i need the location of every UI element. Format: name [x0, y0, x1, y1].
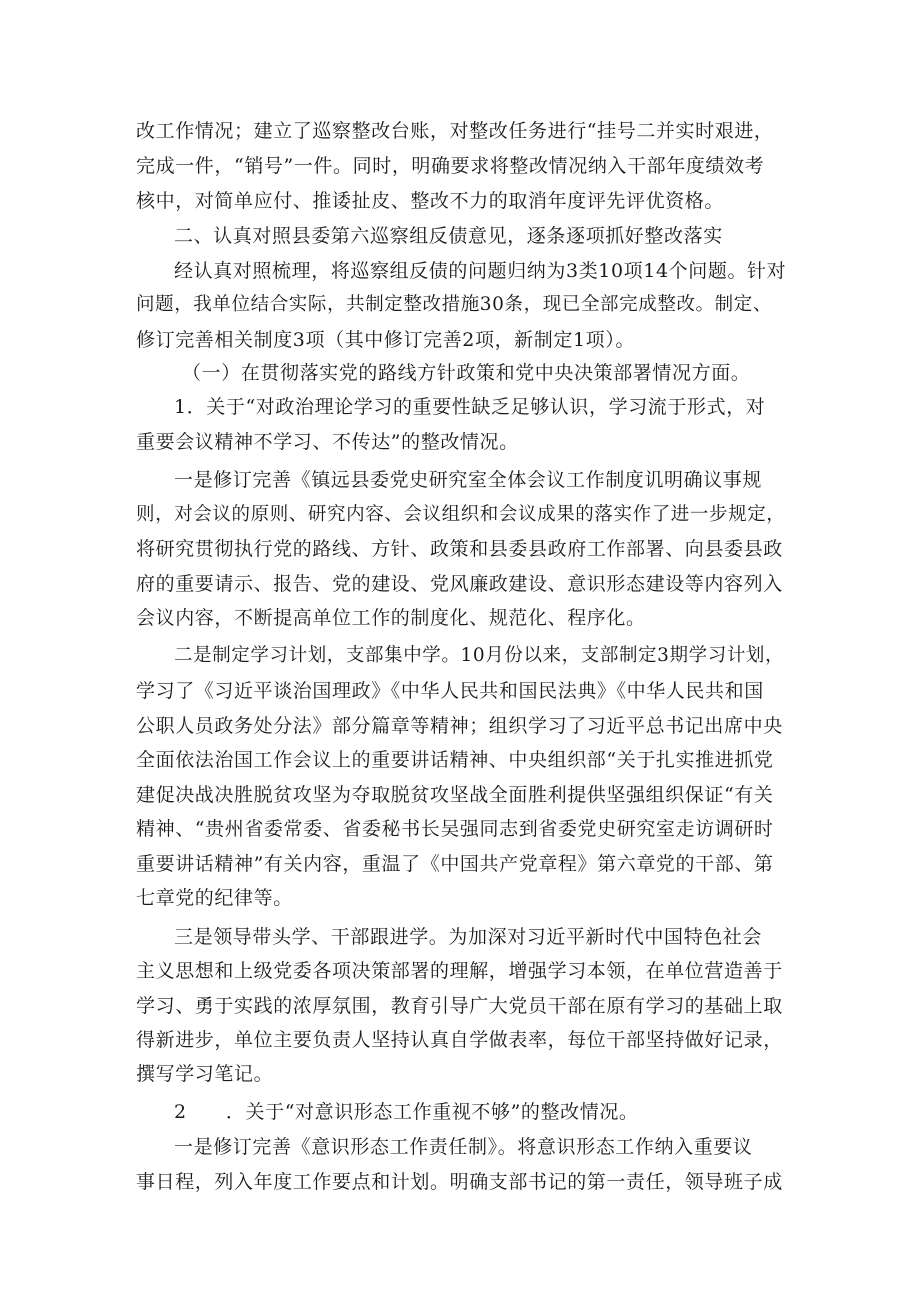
text-line: 三是领导带头学、干部跟进学。为加深对习近平新时代中国特色社会	[174, 926, 763, 948]
text-line: 一是修订完善《镇远县委党史研究室全体会议工作制度讥明确议事规	[174, 469, 763, 491]
text-line: 全面依法治国工作会议上的重要讲话精神、中央组织部“关于扎实推进抓党	[136, 749, 774, 771]
text-line: 重要会议精神不学习、不传达”的整改情况。	[136, 431, 519, 453]
text-line: 得新进步，单位主要负责人坚持认真自学做表率，每位干部坚持做好记录，	[136, 1029, 783, 1051]
text-line: 主义思想和上级党委各项决策部署的理解，增强学习本领，在单位营造善于	[136, 960, 783, 982]
text-line: 精神、“贵州省委常委、省委秘书长吴强同志到省委党史研究室走访调研时	[136, 818, 774, 840]
text-line: 核中，对简单应付、推诿扯皮、整改不力的取消年度评先评优资格。	[136, 190, 725, 212]
text-line: 修订完善相关制度3项（其中修订完善2项，新制定1项）。	[136, 329, 635, 351]
text-line: 经认真对照梳理，将巡察组反债的问题归纳为3类10项14个问题。针对	[174, 260, 786, 282]
section-heading: 二、认真对照县委第六巡察组反债意见，逐条逐项抓好整改落实	[174, 225, 723, 247]
text-line: 府的重要请示、报告、党的建设、党风廉政建设、意识形态建设等内容列入	[136, 573, 783, 595]
text-line: 问题，我单位结合实际，共制定整改措施30条，现已全部完成整改。制定、	[136, 294, 772, 315]
text-line: 改工作情况；建立了巡察整改台账，对整改任务进行“挂号二并实时艰进，	[136, 120, 774, 142]
subsection-heading: （一）在贯彻落实党的路线方针政策和党中央决策部署情况方面。	[182, 362, 751, 384]
text-line: 公职人员政务处分法》部分篇章等精神；组织学习了习近平总书记出席中央	[136, 715, 783, 737]
text-line: 一是修订完善《意识形态工作责任制》。将意识形态工作纳入重要议	[174, 1136, 753, 1158]
text-line: 撰写学习笔记。	[136, 1063, 274, 1085]
text-line: 会议内容，不断提高单位工作的制度化、规范化、程序化。	[136, 607, 646, 629]
text-line: 学习、勇于实践的浓厚氛围，教育引导广大党员干部在原有学习的基础上取	[136, 995, 783, 1017]
text-line: 学习了《习近平谈治国理政》《中华人民共和国民法典》《中华人民共和国	[136, 680, 764, 702]
text-line: 则，对会议的原则、研究内容、会议组织和会议成果的落实作了进一步规定，	[136, 504, 786, 525]
item-heading: 2 ．关于“对意识形态工作重视不够”的整改情况。	[174, 1101, 639, 1123]
text-line: 七章党的纪律等。	[136, 887, 293, 909]
item-heading: 1．关于“对政治理论学习的重要性缺乏足够认识，学习流于形式，对	[174, 396, 766, 418]
text-line: 事日程，列入年度工作要点和计划。明确支部书记的第一责任，领导班子成	[136, 1171, 783, 1193]
text-line: 建促决战决胜脱贫攻坚为夺取脱贫攻坚战全面胜利提供坚强组织保证“有关	[136, 784, 774, 806]
text-line: 将研究贯彻执行党的路线、方针、政策和县委县政府工作部署、向县委县政	[136, 538, 783, 560]
text-line: 二是制定学习计划，支部集中学。10月份以来，支部制定3期学习计划，	[174, 645, 785, 666]
text-line: 重要讲话精神”有关内容，重温了《中国共产党章程》第六章党的干部、第	[136, 853, 774, 875]
text-line: 完成一件，“销号”一件。同时，明确要求将整改情况纳入干部年度绩效考	[136, 155, 765, 177]
